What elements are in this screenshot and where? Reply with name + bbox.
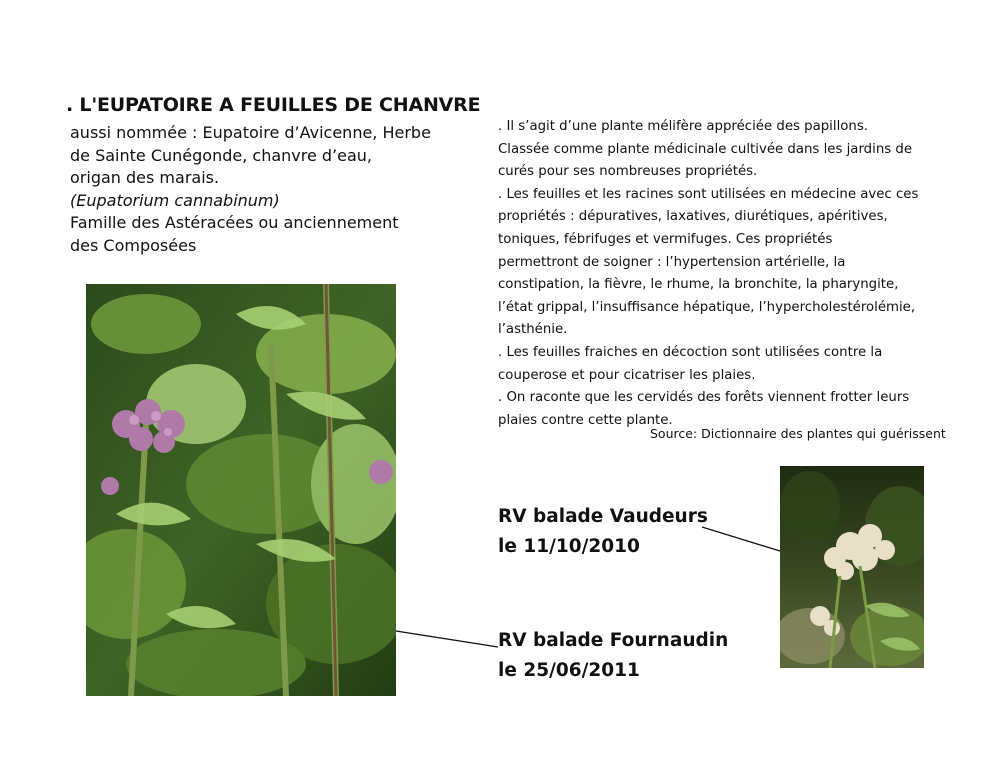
connector-line-fournaudin bbox=[396, 631, 498, 647]
family-line-1: Famille des Astéracées ou anciennement bbox=[70, 213, 399, 232]
rv-vaudeurs-date: le 11/10/2010 bbox=[498, 536, 640, 557]
desc-line: Classée comme plante médicinale cultivée dans les jardins de bbox=[498, 141, 913, 157]
seedhead-plant-photo bbox=[780, 466, 924, 668]
plant-names-block bbox=[70, 122, 431, 257]
desc-line: l’état grippal, l’insuffisance hépatique, l’hypercholestérolémie, bbox=[498, 299, 916, 315]
desc-line: propriétés : dépuratives, laxatives, diurétiques, apéritives, bbox=[498, 209, 888, 225]
desc-line: plaies contre cette plante. bbox=[498, 412, 673, 428]
names-line-2: de Sainte Cunégonde, chanvre d’eau, bbox=[70, 145, 373, 165]
names-line-1: aussi nommée : Eupatoire d’Avicenne, Herbe bbox=[70, 123, 431, 142]
rv-fournaudin-date: le 25/06/2011 bbox=[498, 660, 640, 681]
flowering-plant-photo bbox=[86, 284, 396, 696]
rv-vaudeurs-caption bbox=[498, 502, 708, 562]
description-block bbox=[498, 116, 938, 432]
desc-line: permettront de soigner : l’hypertension artérielle, la bbox=[498, 254, 846, 270]
desc-line: . Les feuilles fraiches en décoction sont utilisées contre la bbox=[498, 344, 883, 360]
rv-vaudeurs-title: RV balade Vaudeurs bbox=[498, 506, 708, 527]
family-line-2: des Composées bbox=[70, 235, 197, 255]
desc-line: . Les feuilles et les racines sont utilisées en médecine avec ces bbox=[498, 186, 919, 202]
desc-line: couperose et pour cicatriser les plaies. bbox=[498, 367, 756, 383]
desc-line: constipation, la fièvre, le rhume, la bronchite, la pharyngite, bbox=[498, 277, 899, 293]
names-line-3: origan des marais. bbox=[70, 168, 220, 187]
desc-line: curés pour ses nombreuses propriétés. bbox=[498, 164, 758, 180]
source-citation: Source: Dictionnaire des plantes qui guérissent bbox=[650, 426, 946, 441]
rv-fournaudin-caption bbox=[498, 626, 728, 686]
latin-name: (Eupatorium cannabinum) bbox=[70, 190, 280, 210]
rv-fournaudin-title: RV balade Fournaudin bbox=[498, 630, 729, 651]
connector-line-vaudeurs bbox=[702, 527, 780, 551]
desc-line: l’asthénie. bbox=[498, 322, 568, 338]
desc-line: . On raconte que les cervidés des forêts viennent frotter leurs bbox=[498, 390, 910, 406]
desc-line: . Il s’agit d’une plante mélifère appréciée des papillons. bbox=[498, 119, 868, 134]
desc-line: toniques, fébrifuges et vermifuges. Ces propriétés bbox=[498, 231, 833, 247]
page-title: . L'EUPATOIRE A FEUILLES DE CHANVRE bbox=[66, 94, 481, 116]
